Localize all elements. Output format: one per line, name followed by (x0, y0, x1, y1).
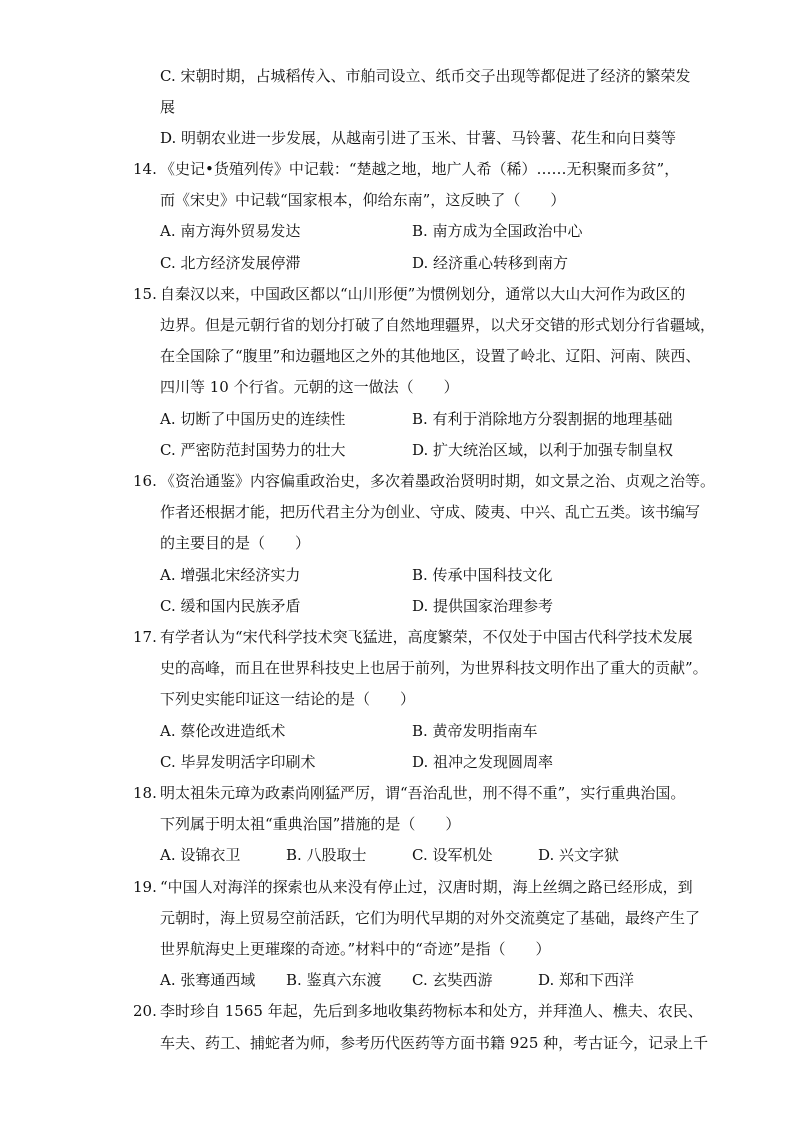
option-a: A. 切断了中国历史的连续性 (160, 410, 346, 428)
question-stem-line: 元朝时，海上贸易空前活跃，它们为明代早期的对外交流奠定了基础，最终产生了 (160, 909, 701, 927)
question-number: 14. (133, 160, 157, 178)
question-stem-line: 下列属于明太祖“重典治国”措施的是（ ） (160, 815, 461, 833)
option-c: C. 玄奘西游 (412, 971, 493, 989)
question-number: 15. (133, 285, 157, 303)
option-d: D. 提供国家治理参考 (412, 597, 554, 615)
question-stem-line: 李时珍自 1565 年起，先后到多地收集药物标本和处方，并拜渔人、樵夫、农民、 (160, 1002, 703, 1020)
option-a: A. 张骞通西域 (160, 971, 256, 989)
question-number: 17. (133, 628, 157, 646)
option-d: D. 扩大统治区域，以利于加强专制皇权 (412, 441, 674, 459)
question-number: 20. (133, 1002, 157, 1020)
question-stem-line: 《资治通鉴》内容偏重政治史，多次着墨政治贤明时期，如文景之治、贞观之治等。 (160, 472, 716, 490)
option-b: B. 传承中国科技文化 (412, 566, 553, 584)
question-stem-line: 的主要目的是（ ） (160, 534, 311, 552)
question-stem-line: 而《宋史》中记载“国家根本，仰给东南”，这反映了（ ） (160, 191, 566, 209)
question-stem-line: 有学者认为“宋代科学技术突飞猛进，高度繁荣，不仅处于中国古代科学技术发展 (160, 628, 693, 646)
option-b: B. 鉴真六东渡 (286, 971, 382, 989)
q13-option-c-line1: C. 宋朝时期，占城稻传入、市舶司设立、纸币交子出现等都促进了经济的繁荣发 (160, 67, 691, 85)
q13-option-d: D. 明朝农业进一步发展，从越南引进了玉米、甘薯、马铃薯、花生和向日葵等 (160, 129, 677, 147)
option-a: A. 蔡伦改进造纸术 (160, 722, 286, 740)
question-stem-line: 下列史实能印证这一结论的是（ ） (160, 690, 416, 708)
question-stem-line: 史的高峰，而且在世界科技史上也居于前列，为世界科技文明作出了重大的贡献”。 (160, 659, 708, 677)
option-d: D. 兴文字狱 (538, 846, 620, 864)
question-stem-line: 边界。但是元朝行省的划分打破了自然地理疆界，以犬牙交错的形式划分行省疆域， (160, 316, 716, 334)
option-c: C. 设军机处 (412, 846, 493, 864)
question-stem-line: 四川等 10 个行省。元朝的这一做法（ ） (160, 378, 459, 396)
option-d: D. 经济重心转移到南方 (412, 254, 569, 272)
option-c: C. 北方经济发展停滞 (160, 254, 301, 272)
option-b: B. 八股取士 (286, 846, 367, 864)
question-number: 19. (133, 878, 157, 896)
question-stem-line: 自秦汉以来，中国政区都以“山川形便”为惯例划分，通常以大山大河作为政区的 (160, 285, 686, 303)
option-c: C. 严密防范封国势力的壮大 (160, 441, 346, 459)
q13-option-c-line2: 展 (160, 98, 176, 116)
option-a: A. 设锦衣卫 (160, 846, 241, 864)
question-stem-line: 车夫、药工、捕蛇者为师，参考历代医药等方面书籍 925 种，考古证今，记录上千 (160, 1034, 709, 1052)
option-c: C. 缓和国内民族矛盾 (160, 597, 301, 615)
option-a: A. 南方海外贸易发达 (160, 222, 301, 240)
option-b: B. 有利于消除地方分裂割据的地理基础 (412, 410, 673, 428)
option-a: A. 增强北宋经济实力 (160, 566, 301, 584)
option-d: D. 祖冲之发现圆周率 (412, 753, 554, 771)
question-stem-line: “中国人对海洋的探索也从来没有停止过，汉唐时期，海上丝绸之路已经形成，到 (160, 878, 693, 896)
question-stem-line: 作者还根据才能，把历代君主分为创业、守成、陵夷、中兴、乱亡五类。该书编写 (160, 503, 701, 521)
option-d: D. 郑和下西洋 (538, 971, 635, 989)
question-stem-line: 世界航海史上更璀璨的奇迹。”材料中的“奇迹”是指（ ） (160, 940, 551, 958)
option-b: B. 南方成为全国政治中心 (412, 222, 583, 240)
question-stem-line: 《史记•货殖列传》中记载：“楚越之地，地广人希（稀）……无积聚而多贫”， (160, 160, 680, 178)
question-stem-line: 明太祖朱元璋为政素尚刚猛严厉，谓“吾治乱世，刑不得不重”，实行重典治国。 (160, 784, 686, 802)
option-b: B. 黄帝发明指南车 (412, 722, 538, 740)
question-number: 16. (133, 472, 157, 490)
option-c: C. 毕昇发明活字印刷术 (160, 753, 316, 771)
question-number: 18. (133, 784, 157, 802)
question-stem-line: 在全国除了“腹里”和边疆地区之外的其他地区，设置了岭北、辽阳、河南、陕西、 (160, 347, 701, 365)
